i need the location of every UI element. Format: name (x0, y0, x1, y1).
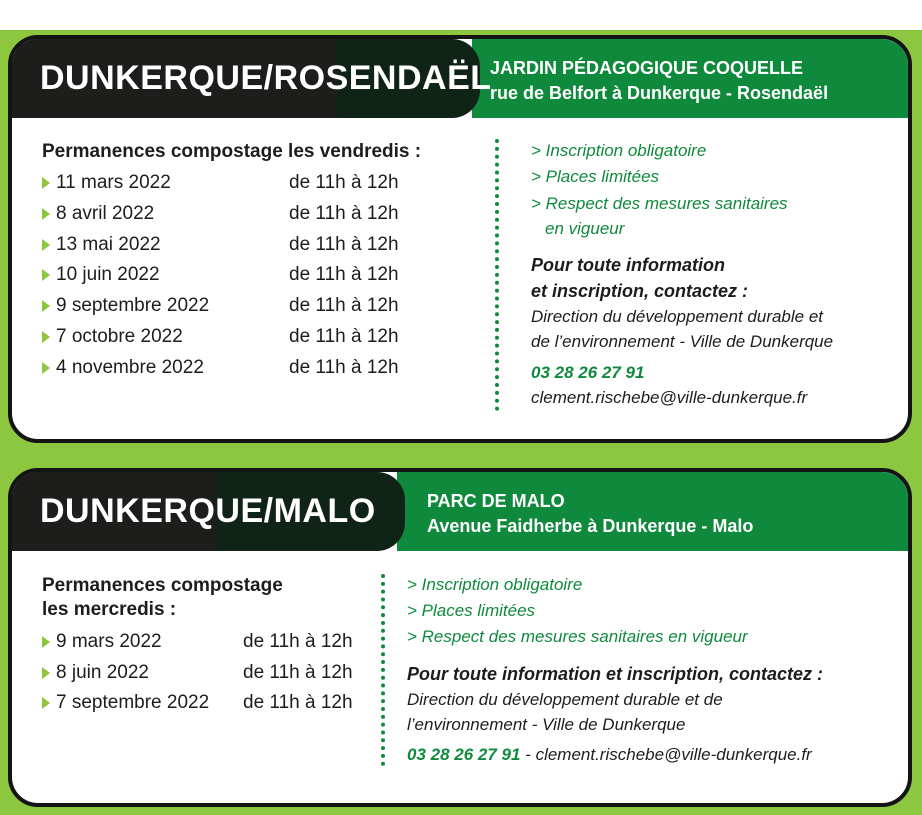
schedule-row: 8 juin 2022 de 11h à 12h (42, 661, 372, 685)
schedule-row: 9 septembre 2022 de 11h à 12h (42, 294, 462, 318)
card-malo (8, 468, 912, 807)
triangle-bullet-icon (42, 239, 50, 251)
triangle-bullet-icon (42, 208, 50, 220)
triangle-bullet-icon (42, 331, 50, 343)
schedule-row: 7 septembre 2022 de 11h à 12h (42, 691, 372, 715)
contact-separator: - (520, 745, 536, 764)
contact-phone[interactable]: 03 28 26 27 91 (531, 363, 645, 382)
contact-email[interactable]: clement.rischebe@ville-dunkerque.fr (531, 388, 808, 407)
schedule-row: 8 avril 2022 de 11h à 12h (42, 202, 462, 226)
venue-address: Avenue Faidherbe à Dunkerque - Malo (427, 516, 754, 536)
contact-title: Pour toute information et inscription, contactez : (407, 664, 824, 684)
dotted-divider (381, 574, 385, 766)
contact-org-cont: l’environnement - Ville de Dunkerque (407, 715, 686, 734)
note-sanitary: > Respect des mesures sanitaires (531, 194, 788, 213)
schedule-row: 13 mai 2022 de 11h à 12h (42, 233, 462, 257)
schedule-row: 9 mars 2022 de 11h à 12h (42, 630, 372, 654)
contact-phone[interactable]: 03 28 26 27 91 (407, 745, 521, 764)
triangle-bullet-icon (42, 697, 50, 709)
note-sanitary: > Respect des mesures sanitaires en vigueur (407, 627, 748, 646)
schedule-title: Permanences compostage (42, 575, 283, 596)
schedule-row: 11 mars 2022 de 11h à 12h (42, 171, 462, 195)
note-sanitary-cont: en vigueur (545, 219, 625, 238)
note-limited-places: > Places limitées (531, 167, 660, 186)
schedule-title: Permanences compostage les vendredis : (42, 141, 422, 162)
note-registration: > Inscription obligatoire (407, 575, 583, 594)
schedule-title-cont: les mercredis : (42, 599, 177, 620)
contact-org: Direction du développement durable et (531, 307, 824, 326)
triangle-bullet-icon (42, 177, 50, 189)
triangle-bullet-icon (42, 636, 50, 648)
venue-name: PARC DE MALO (427, 491, 565, 511)
triangle-bullet-icon (42, 667, 50, 679)
triangle-bullet-icon (42, 300, 50, 312)
contact-org: Direction du développement durable et de (407, 690, 723, 709)
venue-address: rue de Belfort à Dunkerque - Rosendaël (490, 83, 829, 103)
city-title: DUNKERQUE/MALO (40, 492, 376, 530)
contact-email[interactable]: clement.rischebe@ville-dunkerque.fr (535, 745, 812, 764)
schedule-row: 10 juin 2022 de 11h à 12h (42, 263, 462, 287)
contact-line (407, 742, 812, 767)
schedule-row: 7 octobre 2022 de 11h à 12h (42, 325, 462, 349)
venue-name: JARDIN PÉDAGOGIQUE COQUELLE (490, 58, 804, 78)
triangle-bullet-icon (42, 362, 50, 374)
card-rosendael (8, 35, 912, 443)
dotted-divider (495, 139, 499, 411)
schedule-row: 4 novembre 2022 de 11h à 12h (42, 356, 462, 380)
contact-org-cont: de l’environnement - Ville de Dunkerque (531, 332, 834, 351)
triangle-bullet-icon (42, 269, 50, 281)
contact-title: Pour toute information (531, 255, 725, 275)
note-registration: > Inscription obligatoire (531, 141, 707, 160)
city-title: DUNKERQUE/ROSENDAËL (40, 59, 492, 97)
note-limited-places: > Places limitées (407, 601, 536, 620)
contact-title-cont: et inscription, contactez : (531, 281, 749, 301)
